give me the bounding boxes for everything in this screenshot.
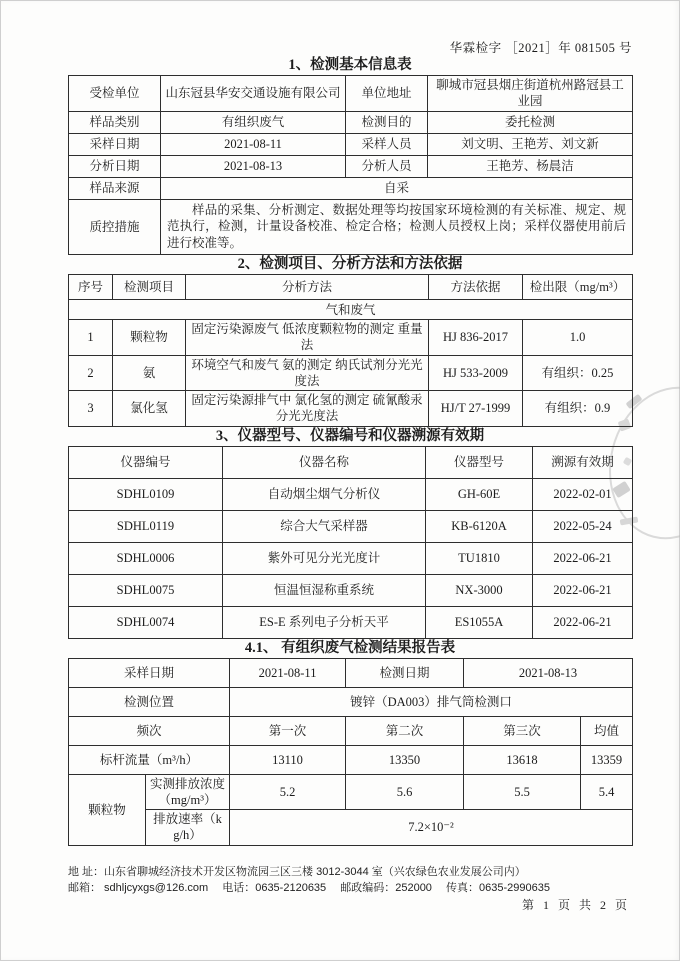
table-row — [69, 391, 633, 427]
organized-waste-gas-results-table — [68, 658, 633, 846]
cell-instrument-name: 紫外可见分光光度计 — [223, 542, 426, 574]
value-sampling-personnel: 刘文明、王艳芳、刘文新 — [428, 133, 633, 155]
label-test-purpose: 检测目的 — [346, 111, 428, 133]
header-method-basis: 方法依据 — [429, 275, 523, 300]
value-flow-2: 13350 — [346, 745, 464, 774]
table-row — [69, 687, 633, 716]
header-third-time: 第三次 — [464, 716, 581, 745]
label-emission-rate: 排放速率（kg/h） — [146, 810, 230, 846]
table-row — [69, 355, 633, 391]
label-qc-measures: 质控措施 — [69, 199, 161, 255]
value-detection-date: 2021-08-13 — [464, 658, 633, 687]
basic-info-table — [68, 75, 633, 255]
table-row — [69, 320, 633, 356]
cell-instrument-model: GH-60E — [426, 478, 533, 510]
value-qc-measures: 样品的采集、分析测定、数据处理等均按国家环境检测的有关标准、规定、规范执行，检测，计量设备校准、检定合格；检测人员授权上岗；采样仪器使用前后进行校准等。 — [161, 199, 633, 255]
footer — [68, 864, 632, 913]
cell-instrument-no: SDHL0006 — [69, 542, 223, 574]
label-detection-position: 检测位置 — [69, 687, 230, 716]
table-group-row — [69, 300, 633, 320]
table-row — [69, 510, 633, 542]
header-traceability-validity: 溯源有效期 — [533, 446, 633, 478]
cell-item: 颗粒物 — [113, 320, 186, 356]
value-conc-avg: 5.4 — [581, 774, 633, 810]
table-header-row — [69, 446, 633, 478]
table-row — [69, 199, 633, 255]
cell-seq: 1 — [69, 320, 113, 356]
value-sample-source: 自采 — [161, 177, 633, 199]
table-header-row — [69, 275, 633, 300]
header-detection-limit: 检出限（mg/m³） — [523, 275, 633, 300]
section4-title: 4.1、 有组织废气检测结果报告表 — [244, 639, 456, 656]
group-particulate-matter: 颗粒物 — [69, 774, 146, 845]
header-test-item: 检测项目 — [113, 275, 186, 300]
cell-instrument-no: SDHL0109 — [69, 478, 223, 510]
cell-validity-date: 2022-06-21 — [533, 542, 633, 574]
footer-address: 地 址：山东省聊城经济技术开发区物流园三区三楼 3012-3044 室（兴农绿色农业发展公司内） — [68, 865, 526, 878]
cell-basis: HJ 533-2009 — [429, 355, 523, 391]
table-row — [69, 810, 633, 846]
label-analysis-date: 分析日期 — [69, 155, 161, 177]
table-row — [69, 774, 633, 810]
header-average: 均值 — [581, 716, 633, 745]
cell-basis: HJ 836-2017 — [429, 320, 523, 356]
document-content — [68, 0, 632, 913]
value-conc-1: 5.2 — [230, 774, 346, 810]
value-conc-3: 5.5 — [464, 774, 581, 810]
value-flow-avg: 13359 — [581, 745, 633, 774]
cell-method: 固定污染源废气 低浓度颗粒物的测定 重量法 — [186, 320, 429, 356]
label-unit-address: 单位地址 — [346, 76, 428, 112]
value-flow-3: 13618 — [464, 745, 581, 774]
cell-basis: HJ/T 27-1999 — [429, 391, 523, 427]
section2-title: 2、检测项目、分析方法和方法依据 — [237, 256, 463, 273]
table-row — [69, 606, 633, 638]
doc-number: 华霖检字 ［2021］年 081505 号 — [449, 41, 632, 55]
value-analysis-personnel: 王艳芳、杨晨洁 — [428, 155, 633, 177]
label-sample-category: 样品类别 — [69, 111, 161, 133]
cell-instrument-model: ES1055A — [426, 606, 533, 638]
label-analysis-personnel: 分析人员 — [346, 155, 428, 177]
header-instrument-model: 仪器型号 — [426, 446, 533, 478]
cell-detection-limit: 有组织：0.25 — [523, 355, 633, 391]
label-sampling-personnel: 采样人员 — [346, 133, 428, 155]
cell-validity-date: 2022-06-21 — [533, 606, 633, 638]
label-inspected-unit: 受检单位 — [69, 76, 161, 112]
table-row — [69, 177, 633, 199]
header-first-time: 第一次 — [230, 716, 346, 745]
value-sampling-date: 2021-08-11 — [230, 658, 346, 687]
cell-detection-limit: 1.0 — [523, 320, 633, 356]
analysis-methods-table — [68, 274, 633, 427]
header-analysis-method: 分析方法 — [186, 275, 429, 300]
cell-instrument-name: 自动烟尘烟气分析仪 — [223, 478, 426, 510]
cell-instrument-no: SDHL0119 — [69, 510, 223, 542]
cell-method: 环境空气和废气 氨的测定 纳氏试剂分光光度法 — [186, 355, 429, 391]
header-instrument-name: 仪器名称 — [223, 446, 426, 478]
value-test-purpose: 委托检测 — [428, 111, 633, 133]
cell-validity-date: 2022-06-21 — [533, 574, 633, 606]
header-seq-no: 序号 — [69, 275, 113, 300]
table-row — [69, 658, 633, 687]
label-sampling-date: 采样日期 — [69, 133, 161, 155]
section3-title: 3、仪器型号、仪器编号和仪器溯源有效期 — [215, 427, 485, 444]
cell-validity-date: 2022-02-01 — [533, 478, 633, 510]
cell-method: 固定污染源排气中 氯化氢的测定 硫氰酸汞分光光度法 — [186, 391, 429, 427]
label-sampling-date: 采样日期 — [69, 658, 230, 687]
label-sample-source: 样品来源 — [69, 177, 161, 199]
group-gas-and-waste-gas: 气和废气 — [69, 300, 633, 320]
value-conc-2: 5.6 — [346, 774, 464, 810]
value-emission-rate: 7.2×10⁻² — [230, 810, 633, 846]
cell-item: 氯化氢 — [113, 391, 186, 427]
value-detection-position: 镀锌（DA003）排气筒检测口 — [230, 687, 633, 716]
value-sampling-date: 2021-08-11 — [161, 133, 346, 155]
label-measured-concentration: 实测排放浓度（mg/m³） — [146, 774, 230, 810]
cell-instrument-model: KB-6120A — [426, 510, 533, 542]
cell-instrument-model: TU1810 — [426, 542, 533, 574]
cell-instrument-name: ES-E 系列电子分析天平 — [223, 606, 426, 638]
value-sample-category: 有组织废气 — [161, 111, 346, 133]
table-row — [69, 76, 633, 112]
label-detection-date: 检测日期 — [346, 658, 464, 687]
table-row — [69, 574, 633, 606]
table-row — [69, 155, 633, 177]
value-inspected-unit: 山东冠县华安交通设施有限公司 — [161, 76, 346, 112]
table-row — [69, 111, 633, 133]
table-row — [69, 542, 633, 574]
instruments-table — [68, 446, 633, 639]
cell-item: 氨 — [113, 355, 186, 391]
table-row — [69, 745, 633, 774]
value-analysis-date: 2021-08-13 — [161, 155, 346, 177]
cell-instrument-no: SDHL0075 — [69, 574, 223, 606]
header-instrument-no: 仪器编号 — [69, 446, 223, 478]
table-row — [69, 716, 633, 745]
cell-instrument-name: 恒温恒湿称重系统 — [223, 574, 426, 606]
table-row — [69, 478, 633, 510]
cell-detection-limit: 有组织：0.9 — [523, 391, 633, 427]
table-row — [69, 133, 633, 155]
section1-title: 1、检测基本信息表 — [288, 57, 412, 73]
label-standard-flow: 标杆流量（m³/h） — [69, 745, 230, 774]
value-unit-address: 聊城市冠县烟庄街道杭州路冠县工业园 — [428, 76, 633, 112]
cell-seq: 3 — [69, 391, 113, 427]
cell-instrument-no: SDHL0074 — [69, 606, 223, 638]
cell-seq: 2 — [69, 355, 113, 391]
footer-contact: 邮箱： sdhljcyxgs@126.com 电话：0635-2120635 邮政编码：252000 传真：0635-2990635 — [68, 881, 550, 894]
value-flow-1: 13110 — [230, 745, 346, 774]
label-frequency: 频次 — [69, 716, 230, 745]
cell-validity-date: 2022-05-24 — [533, 510, 633, 542]
cell-instrument-name: 综合大气采样器 — [223, 510, 426, 542]
page-number: 第 1 页 共 2 页 — [521, 897, 630, 912]
header-second-time: 第二次 — [346, 716, 464, 745]
cell-instrument-model: NX-3000 — [426, 574, 533, 606]
